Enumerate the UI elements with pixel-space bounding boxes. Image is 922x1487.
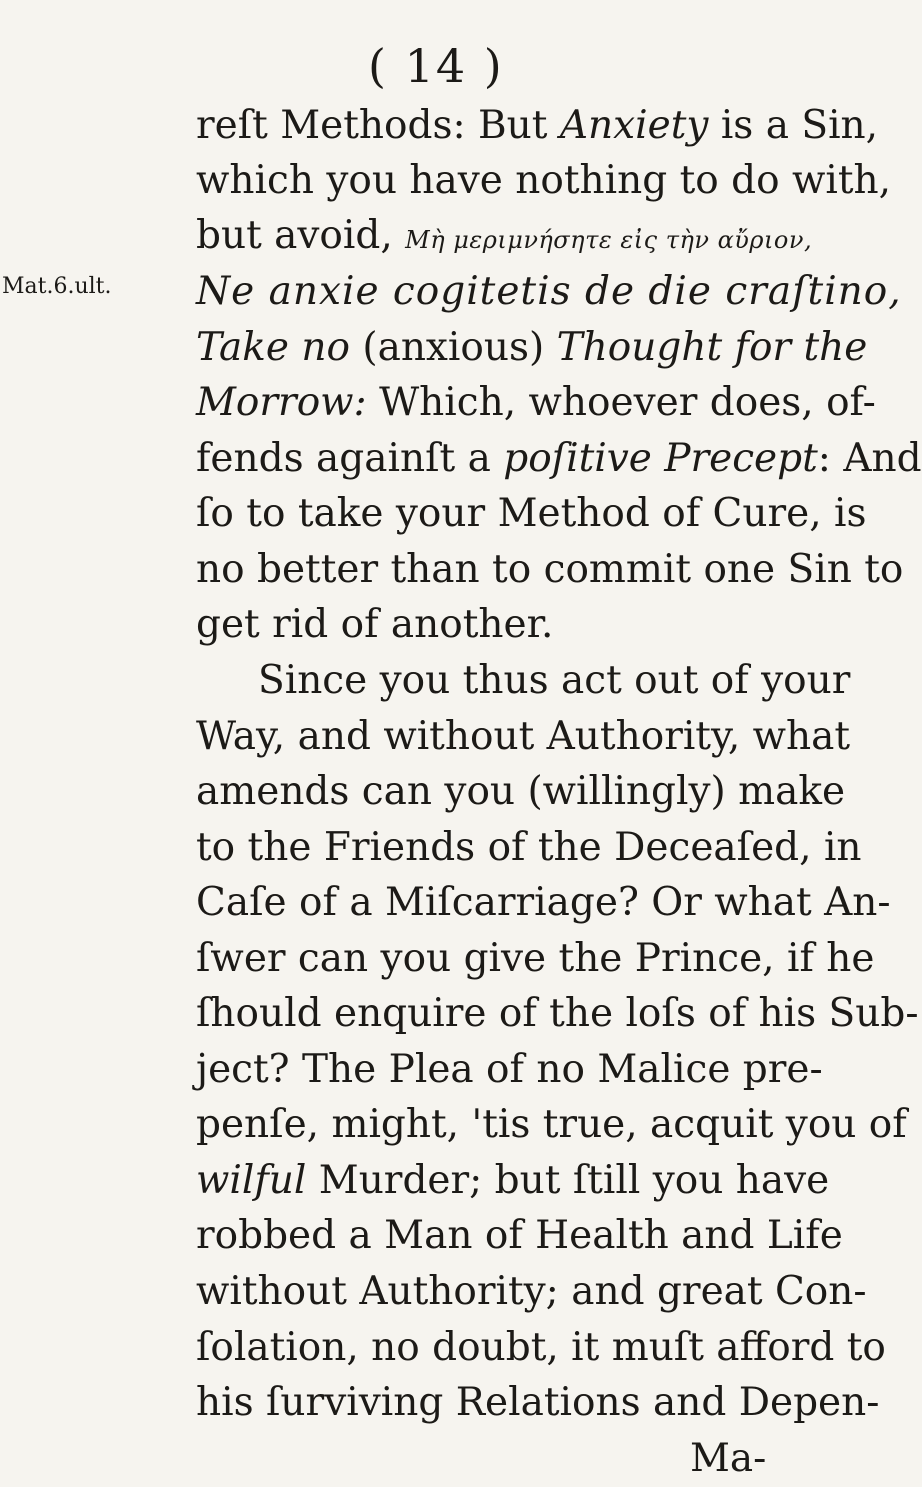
text-line: Morrow: Which, whoever does, of- <box>196 380 876 425</box>
catchword: Ma- <box>690 1436 767 1481</box>
text-line: without Authority; and great Con- <box>196 1269 867 1314</box>
text-line: amends can you (willingly) make <box>196 769 846 814</box>
text-line: get rid of another. <box>196 602 554 647</box>
text-line: reſt Methods: But Anxiety is a Sin, <box>196 103 879 148</box>
text-line: ſolation, no doubt, it muſt afford to <box>196 1325 886 1370</box>
text-line: ſwer can you give the Prince, if he <box>196 936 875 981</box>
text-line: ſhould enquire of the loſs of his Sub- <box>196 991 919 1036</box>
latin-quotation: Ne anxie cogitetis de die craſtino, <box>196 269 902 314</box>
italic-word: Anxiety <box>559 103 709 148</box>
text-line: no better than to commit one Sin to <box>196 547 904 592</box>
text-line: his ſurviving Relations and Depen- <box>196 1380 880 1425</box>
text-line: ject? The Plea of no Malice pre- <box>196 1047 823 1092</box>
text-line: Take no (anxious) Thought for the <box>196 325 868 370</box>
greek-quotation: Μὴ μεριμνήσητε εἰς τὴν αὔριον, <box>405 226 813 254</box>
text-line: wilful Murder; but ſtill you have <box>196 1158 830 1203</box>
margin-note-reference: Mat.6.ult. <box>2 274 112 299</box>
text-line: Way, and without Authority, what <box>196 714 851 759</box>
page-number: ( 14 ) <box>368 39 504 93</box>
paragraph-start-line: Since you thus act out of your <box>258 658 851 703</box>
text-line: ſo to take your Method of Cure, is <box>196 491 867 536</box>
text-line: but avoid, Μὴ μεριμνήσητε εἰς τὴν αὔριον, <box>196 213 813 258</box>
text-line: robbed a Man of Health and Life <box>196 1213 843 1258</box>
text-line: penſe, might, 'tis true, acquit you of <box>196 1102 907 1147</box>
text-line: fends againſt a poſitive Precept: And <box>196 436 922 481</box>
text-line: to the Friends of the Deceaſed, in <box>196 825 862 870</box>
text-line: which you have nothing to do with, <box>196 158 892 203</box>
text-line: Caſe of a Miſcarriage? Or what An- <box>196 880 891 925</box>
